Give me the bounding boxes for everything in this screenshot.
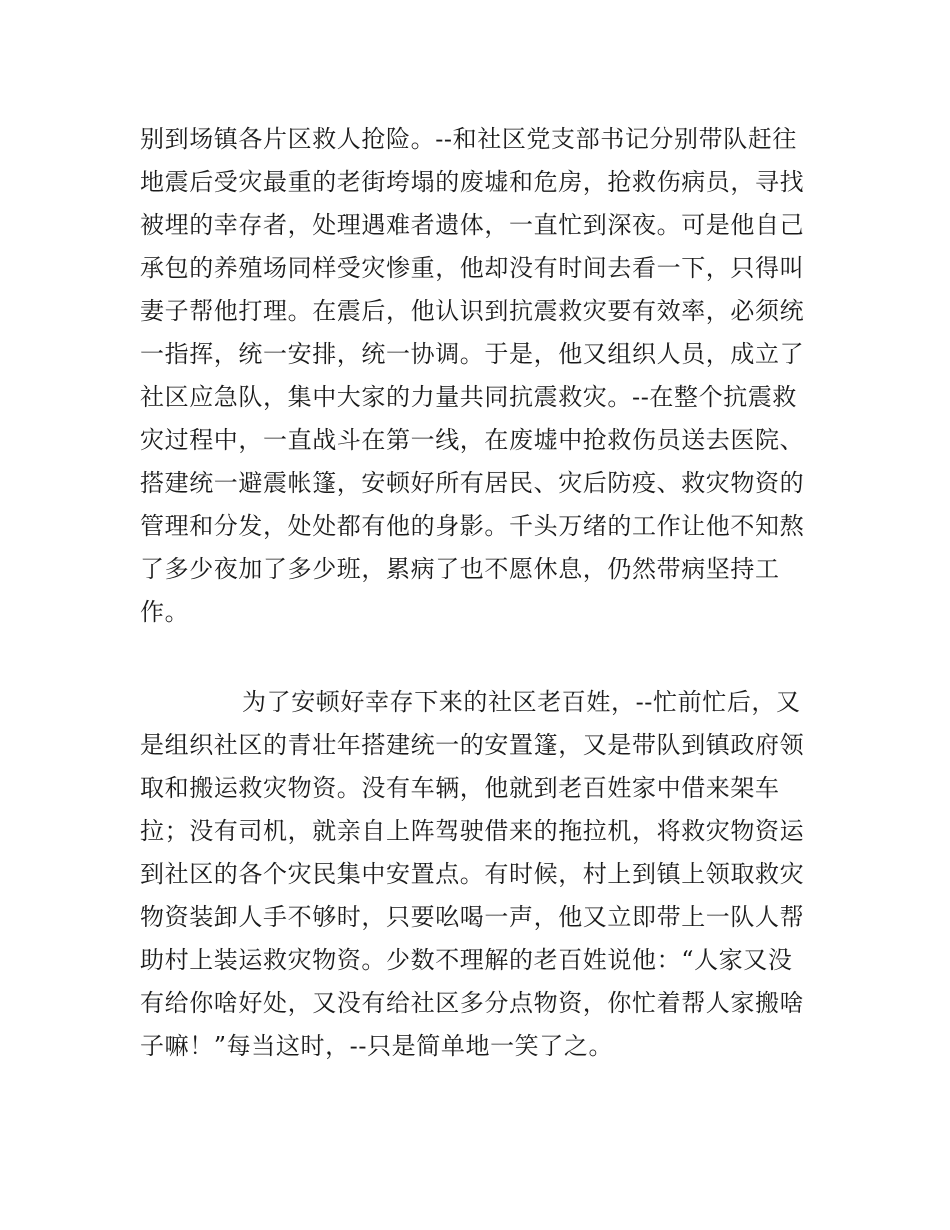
paragraph-1-line-12: 作。 bbox=[140, 598, 190, 626]
paragraph-1-line-11: 了多少夜加了多少班，累病了也不愿休息，仍然带病坚持工 bbox=[140, 555, 780, 583]
paragraph-2-line-1: 为了安顿好幸存下来的社区老百姓，--忙前忙后，又 bbox=[242, 688, 801, 716]
paragraph-2-line-2: 是组织社区的青壮年搭建统一的安置篷，又是带队到镇政府领 bbox=[140, 731, 805, 759]
paragraph-1-line-10: 管理和分发，处处都有他的身影。千头万绪的工作让他不知熬 bbox=[140, 512, 805, 540]
paragraph-2-line-4: 拉；没有司机，就亲自上阵驾驶借来的拖拉机，将救灾物资运 bbox=[140, 817, 805, 845]
paragraph-1-line-8: 灾过程中，一直战斗在第一线，在废墟中抢救伤员送去医院、 bbox=[140, 426, 805, 454]
paragraph-2-line-8: 有给你啥好处，又没有给社区多分点物资，你忙着帮人家搬啥 bbox=[140, 989, 805, 1017]
paragraph-2-line-3: 取和搬运救灾物资。没有车辆，他就到老百姓家中借来架车 bbox=[140, 774, 780, 802]
paragraph-1-line-5: 妻子帮他打理。在震后，他认识到抗震救灾要有效率，必须统 bbox=[140, 297, 805, 325]
paragraph-1-line-3: 被埋的幸存者，处理遇难者遗体，一直忙到深夜。可是他自己 bbox=[140, 211, 805, 239]
paragraph-2-line-9: 子嘛！”每当这时，--只是简单地一笑了之。 bbox=[140, 1032, 614, 1060]
paragraph-2-line-5: 到社区的各个灾民集中安置点。有时候，村上到镇上领取救灾 bbox=[140, 860, 805, 888]
paragraph-1-line-9: 搭建统一避震帐篷，安顿好所有居民、灾后防疫、救灾物资的 bbox=[140, 469, 805, 497]
paragraph-1-line-4: 承包的养殖场同样受灾惨重，他却没有时间去看一下，只得叫 bbox=[140, 254, 805, 282]
paragraph-1-line-7: 社区应急队，集中大家的力量共同抗震救灾。--在整个抗震救 bbox=[140, 383, 798, 411]
paragraph-1-line-2: 地震后受灾最重的老街垮塌的废墟和危房，抢救伤病员，寻找 bbox=[140, 168, 805, 196]
paragraph-2-line-6: 物资装卸人手不够时，只要吆喝一声，他又立即带上一队人帮 bbox=[140, 903, 805, 931]
paragraph-1-line-6: 一指挥，统一安排，统一协调。于是，他又组织人员，成立了 bbox=[140, 340, 805, 368]
paragraph-2-line-7: 助村上装运救灾物资。少数不理解的老百姓说他：“人家又没 bbox=[140, 946, 793, 974]
paragraph-1-line-1: 别到场镇各片区救人抢险。--和社区党支部书记分别带队赶往 bbox=[140, 125, 798, 153]
